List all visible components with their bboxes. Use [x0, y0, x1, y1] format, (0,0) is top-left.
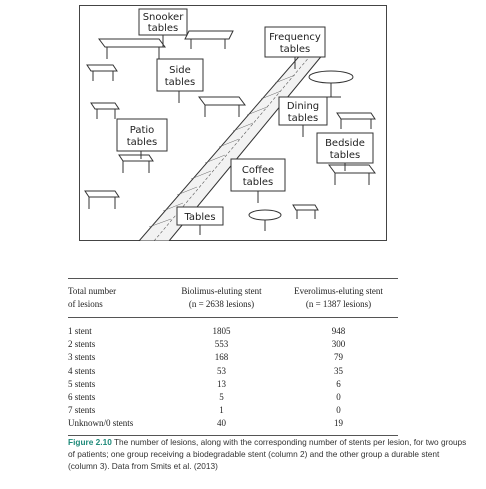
table-header: [68, 279, 398, 317]
row-everolimus-value: 0: [336, 405, 341, 416]
figure-caption: [68, 436, 468, 472]
row-biolimus-value: 1: [219, 405, 224, 416]
stent-lesion-table: [68, 278, 398, 436]
table-row: [68, 378, 398, 391]
header-col1-line1: Total number: [68, 286, 117, 296]
sign-patio-line1: Patio: [129, 125, 155, 136]
sign-side-line1: Side: [169, 65, 191, 76]
row-everolimus-value: 948: [331, 326, 346, 337]
row-biolimus-value: 53: [217, 365, 226, 376]
sign-bedside-line1: Bedside: [325, 138, 365, 149]
sign-tables-label: Tables: [184, 212, 216, 223]
sign-dining-line2: tables: [287, 113, 319, 124]
sign-dining-line1: Dining: [286, 101, 320, 112]
row-label: 2 stents: [68, 339, 96, 350]
sign-frequency-line2: tables: [279, 44, 311, 55]
row-label: 3 stents: [68, 352, 96, 363]
header-everolimus: [279, 285, 398, 311]
row-label: 1 stent: [68, 326, 92, 337]
row-biolimus-value: 1805: [212, 326, 231, 337]
table-row: [68, 391, 398, 404]
header-col2-line1: Biolimus-eluting stent: [181, 286, 262, 296]
row-label: 7 stents: [68, 405, 96, 416]
row-label: 5 stents: [68, 378, 96, 389]
header-col1-line2: of lesions: [68, 299, 103, 309]
row-biolimus-value: 40: [217, 418, 226, 429]
table-body: [68, 318, 398, 431]
cartoon-drawing: [79, 5, 387, 241]
row-everolimus-value: 300: [331, 339, 346, 350]
header-col2-line2: (n = 2638 lesions): [188, 299, 255, 309]
row-label: 4 stents: [68, 365, 96, 376]
table-row: [68, 404, 398, 417]
table-row: [68, 417, 398, 430]
row-everolimus-value: 19: [334, 418, 343, 429]
sign-coffee-line2: tables: [242, 177, 274, 188]
table-row: [68, 351, 398, 364]
table-row: [68, 365, 398, 378]
row-everolimus-value: 0: [336, 392, 341, 403]
sign-bedside-line2: tables: [329, 150, 361, 161]
sign-frequency-line1: Frequency: [269, 32, 321, 43]
row-everolimus-value: 6: [336, 378, 341, 389]
sign-snooker-line1: Snooker: [142, 12, 184, 23]
row-biolimus-value: 5: [219, 392, 224, 403]
caption-text: The number of lesions, along with the corresponding number of stents per lesion, for two groups of patients; one group receiving a biodegradable stent (column 2) and the other group a durable stent (column 3). Data from Smits et al. (2013): [68, 437, 467, 471]
row-biolimus-value: 13: [217, 378, 226, 389]
header-biolimus: [164, 285, 279, 311]
row-biolimus-value: 553: [214, 339, 229, 350]
row-everolimus-value: 35: [334, 365, 343, 376]
sign-side-line2: tables: [164, 77, 196, 88]
header-total-lesions: [68, 285, 164, 311]
tables-cartoon: [79, 5, 387, 241]
sign-snooker-line2: tables: [147, 23, 179, 34]
table-row: [68, 325, 398, 338]
sign-coffee-line1: Coffee: [241, 165, 275, 176]
sign-patio-line2: tables: [126, 137, 158, 148]
table-row: [68, 338, 398, 351]
header-col3-line1: Everolimus-eluting stent: [294, 286, 383, 296]
row-everolimus-value: 79: [334, 352, 343, 363]
row-label: Unknown/0 stents: [68, 418, 134, 429]
row-label: 6 stents: [68, 392, 96, 403]
header-col3-line2: (n = 1387 lesions): [305, 299, 372, 309]
row-biolimus-value: 168: [214, 352, 229, 363]
figure-label: Figure 2.10: [68, 437, 112, 447]
